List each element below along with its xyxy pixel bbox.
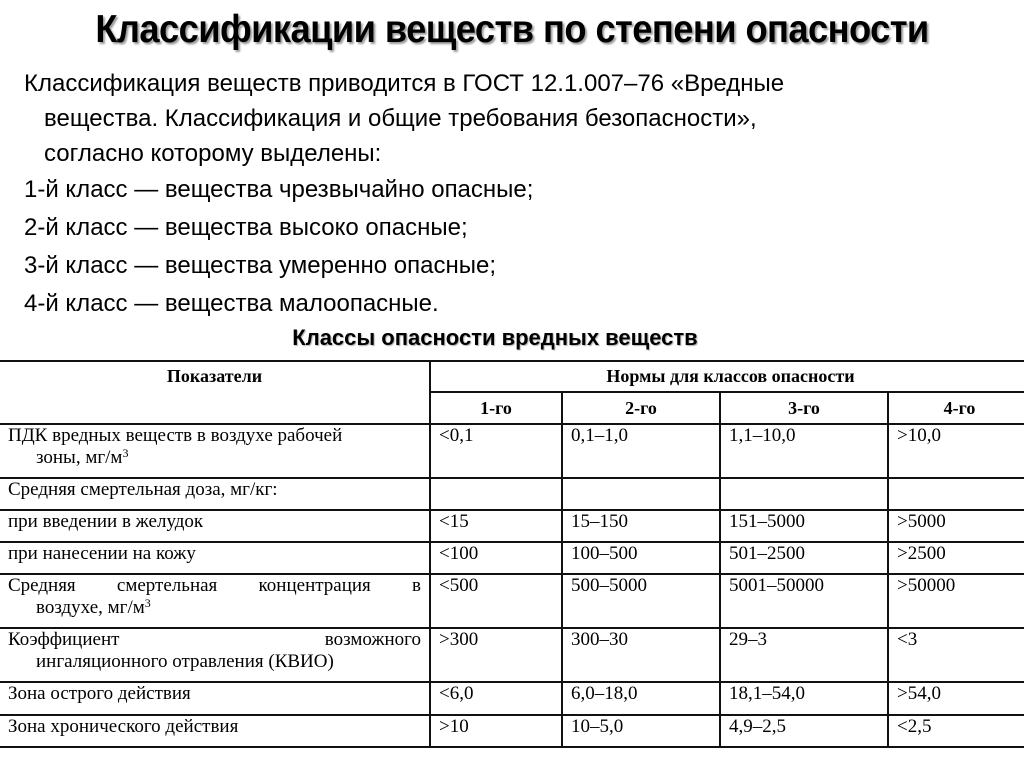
row-label-line2: ингаляционного отравления (КВИО) <box>36 651 334 672</box>
row-label: при введении в желудок <box>0 510 430 542</box>
row-label-line2-text: воздухе, мг/м <box>36 597 145 618</box>
cell-class-3: 501–2500 <box>720 542 888 574</box>
cell-class-4: <2,5 <box>888 715 1024 747</box>
header-class-3: 3-го <box>720 392 888 424</box>
superscript: 3 <box>122 446 129 460</box>
superscript: 3 <box>144 596 151 610</box>
row-label: Зона острого действия <box>0 682 430 715</box>
cell-class-3: 151–5000 <box>720 510 888 542</box>
row-label-line1: ПДК вредных веществ в воздухе рабочей <box>8 425 343 446</box>
row-label-line1: Коэффициент возможного <box>8 629 421 650</box>
table-row <box>0 682 1024 715</box>
row-label: при нанесении на кожу <box>0 542 430 574</box>
class-item-1: 1-й класс — вещества чрезвычайно опасные; <box>24 176 534 203</box>
row-label-line2 <box>8 597 421 619</box>
cell-class-1: >10 <box>430 715 562 747</box>
cell-class-3: 4,9–2,5 <box>720 715 888 747</box>
cell-class-1: <6,0 <box>430 682 562 715</box>
table-row <box>0 628 1024 682</box>
cell-class-2: 10–5,0 <box>562 715 720 747</box>
cell-class-3: 18,1–54,0 <box>720 682 888 715</box>
cell-class-2: 6,0–18,0 <box>562 682 720 715</box>
cell-class-4: <3 <box>888 628 1024 682</box>
cell-class-1: <100 <box>430 542 562 574</box>
row-label <box>0 574 430 628</box>
cell-class-3: 29–3 <box>720 628 888 682</box>
row-label: Средняя смертельная доза, мг/кг: <box>0 478 430 510</box>
cell-class-1: >300 <box>430 628 562 682</box>
intro-paragraph <box>24 66 1014 171</box>
cell-class-4 <box>888 478 1024 510</box>
row-label: Зона хронического действия <box>0 715 430 747</box>
row-label-line2-text: зоны, мг/м <box>36 447 123 468</box>
intro-line-1: Классификация веществ приводится в ГОСТ 12.1.007–76 «Вредные <box>24 70 785 97</box>
cell-class-1: <15 <box>430 510 562 542</box>
cell-class-3 <box>720 478 888 510</box>
cell-class-4: >50000 <box>888 574 1024 628</box>
row-label-line1: Средняя смертельная концентрация в <box>8 575 421 596</box>
cell-class-2: 500–5000 <box>562 574 720 628</box>
cell-class-4: >10,0 <box>888 424 1024 478</box>
header-indicators: Показатели <box>0 361 430 424</box>
table-caption: Классы опасности вредных веществ <box>292 325 698 350</box>
cell-class-2: 0,1–1,0 <box>562 424 720 478</box>
header-class-4: 4-го <box>888 392 1024 424</box>
row-label-line2 <box>8 447 421 469</box>
page-title: Классификации веществ по степени опасности <box>95 8 929 51</box>
intro-line-2: вещества. Классификация и общие требования безопасности», <box>44 105 757 132</box>
cell-class-2: 15–150 <box>562 510 720 542</box>
header-class-1: 1-го <box>430 392 562 424</box>
class-item-2: 2-й класс — вещества высоко опасные; <box>24 214 468 241</box>
table-row <box>0 542 1024 574</box>
cell-class-4: >54,0 <box>888 682 1024 715</box>
table-row <box>0 510 1024 542</box>
intro-block <box>24 66 1014 323</box>
cell-class-4: >5000 <box>888 510 1024 542</box>
table-row <box>0 574 1024 628</box>
cell-class-1: <0,1 <box>430 424 562 478</box>
row-label <box>0 424 430 478</box>
class-item-4: 4-й класс — вещества малоопасные. <box>24 290 439 317</box>
table-row <box>0 715 1024 747</box>
cell-class-2 <box>562 478 720 510</box>
hazard-classes-table <box>0 360 1024 748</box>
table-header-row <box>0 361 1024 392</box>
cell-class-4: >2500 <box>888 542 1024 574</box>
intro-line-3: согласно которому выделены: <box>44 140 382 167</box>
class-item-3: 3-й класс — вещества умеренно опасные; <box>24 252 497 279</box>
cell-class-2: 100–500 <box>562 542 720 574</box>
cell-class-1: <500 <box>430 574 562 628</box>
table-row <box>0 424 1024 478</box>
row-label <box>0 628 430 682</box>
header-norms: Нормы для классов опасности <box>430 361 1024 392</box>
table-row <box>0 478 1024 510</box>
header-class-2: 2-го <box>562 392 720 424</box>
cell-class-2: 300–30 <box>562 628 720 682</box>
cell-class-1 <box>430 478 562 510</box>
cell-class-3: 1,1–10,0 <box>720 424 888 478</box>
cell-class-3: 5001–50000 <box>720 574 888 628</box>
